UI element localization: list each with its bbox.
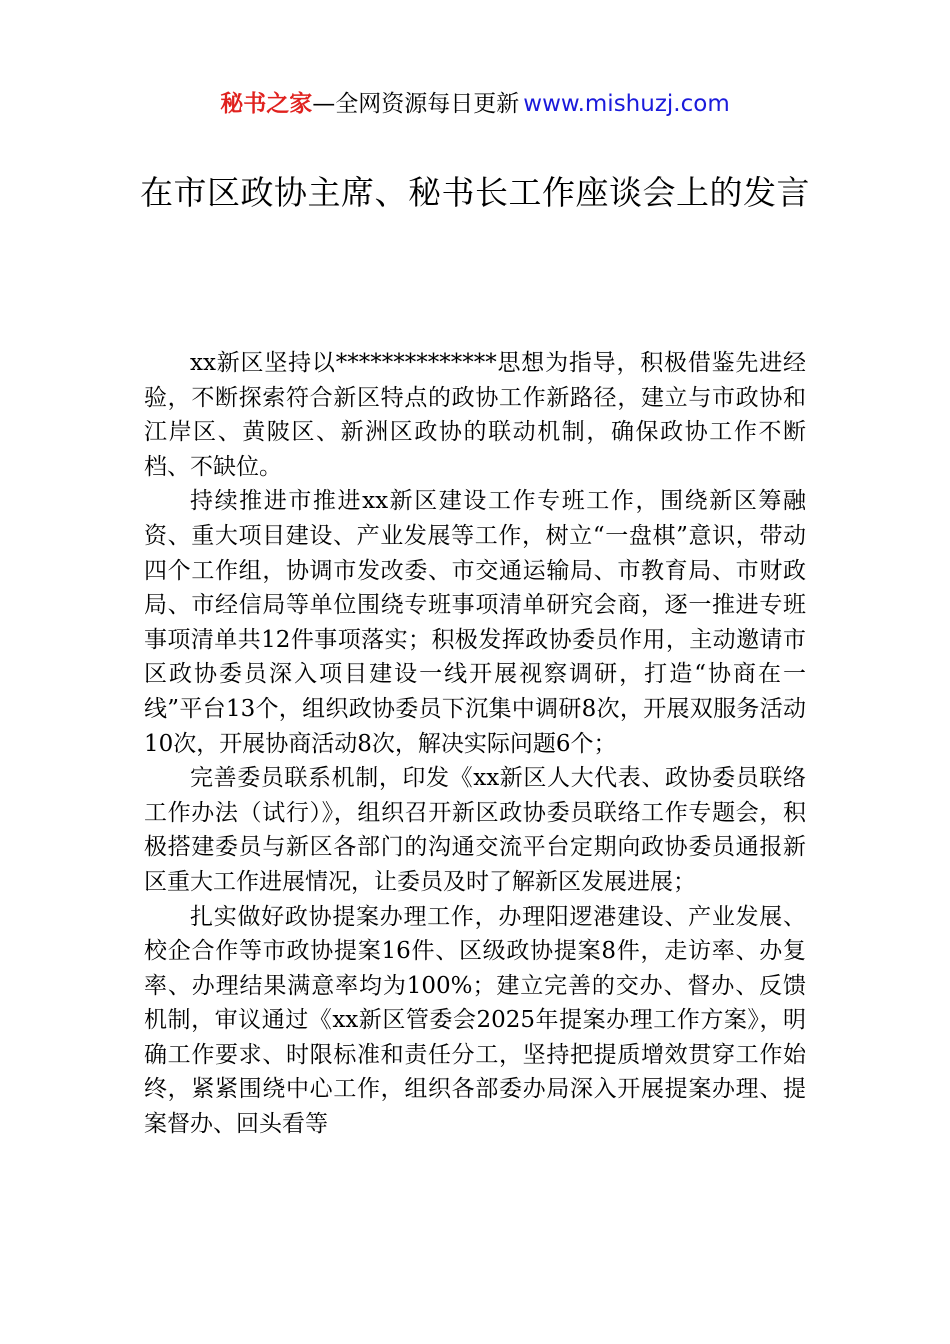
paragraph: 扎实做好政协提案办理工作，办理阳逻港建设、产业发展、校企合作等市政协提案16件、区级政协提案8件，走访率、办复率、办理结果满意率均为100%；建立完善的交办、督办、反馈机制，审议通过《xx新区管委会2025年提案办理工作方案》，明确工作要求、时限标准和责任分工，坚持把提质增效贯穿工作始终，紧紧围绕中心工作，组织各部委办局深入开展提案办理、提案督办、回头看等 [144, 903, 806, 1138]
paragraph: 完善委员联系机制，印发《xx新区人大代表、政协委员联络工作办法（试行）》，组织召开新区政协委员联络工作专题会，积极搭建委员与新区各部门的沟通交流平台定期向政协委员通报新区重大工作进展情况，让委员及时了解新区发展进展； [144, 765, 806, 895]
document-body [144, 346, 806, 1142]
site-url-link[interactable]: www.mishuzj.com [523, 91, 730, 117]
site-header [0, 86, 950, 122]
paragraph: 持续推进市推进xx新区建设工作专班工作，围绕新区筹融资、重大项目建设、产业发展等工作，树立“一盘棋”意识，带动四个工作组，协调市发改委、市交通运输局、市教育局、市财政局、市经信局等单位围绕专班事项清单研究会商，逐一推进专班事项清单共12件事项落实；积极发挥政协委员作用，主动邀请市区政协委员深入项目建设一线开展视察调研，打造“协商在一线”平台13个，组织政协委员下沉集中调研8次，开展双服务活动10次，开展协商活动8次，解决实际问题6个； [144, 488, 806, 757]
paragraph: xx新区坚持以**************思想为指导，积极借鉴先进经验，不断探索符合新区特点的政协工作新路径，建立与市政协和江岸区、黄陂区、新洲区政协的联动机制，确保政协工作不断档、不缺位。 [144, 350, 806, 480]
brand-name: 秘书之家 [220, 91, 313, 117]
document-title: 在市区政协主席、秘书长工作座谈会上的发言 [140, 173, 810, 212]
header-tagline: —全网资源每日更新 [312, 91, 520, 117]
